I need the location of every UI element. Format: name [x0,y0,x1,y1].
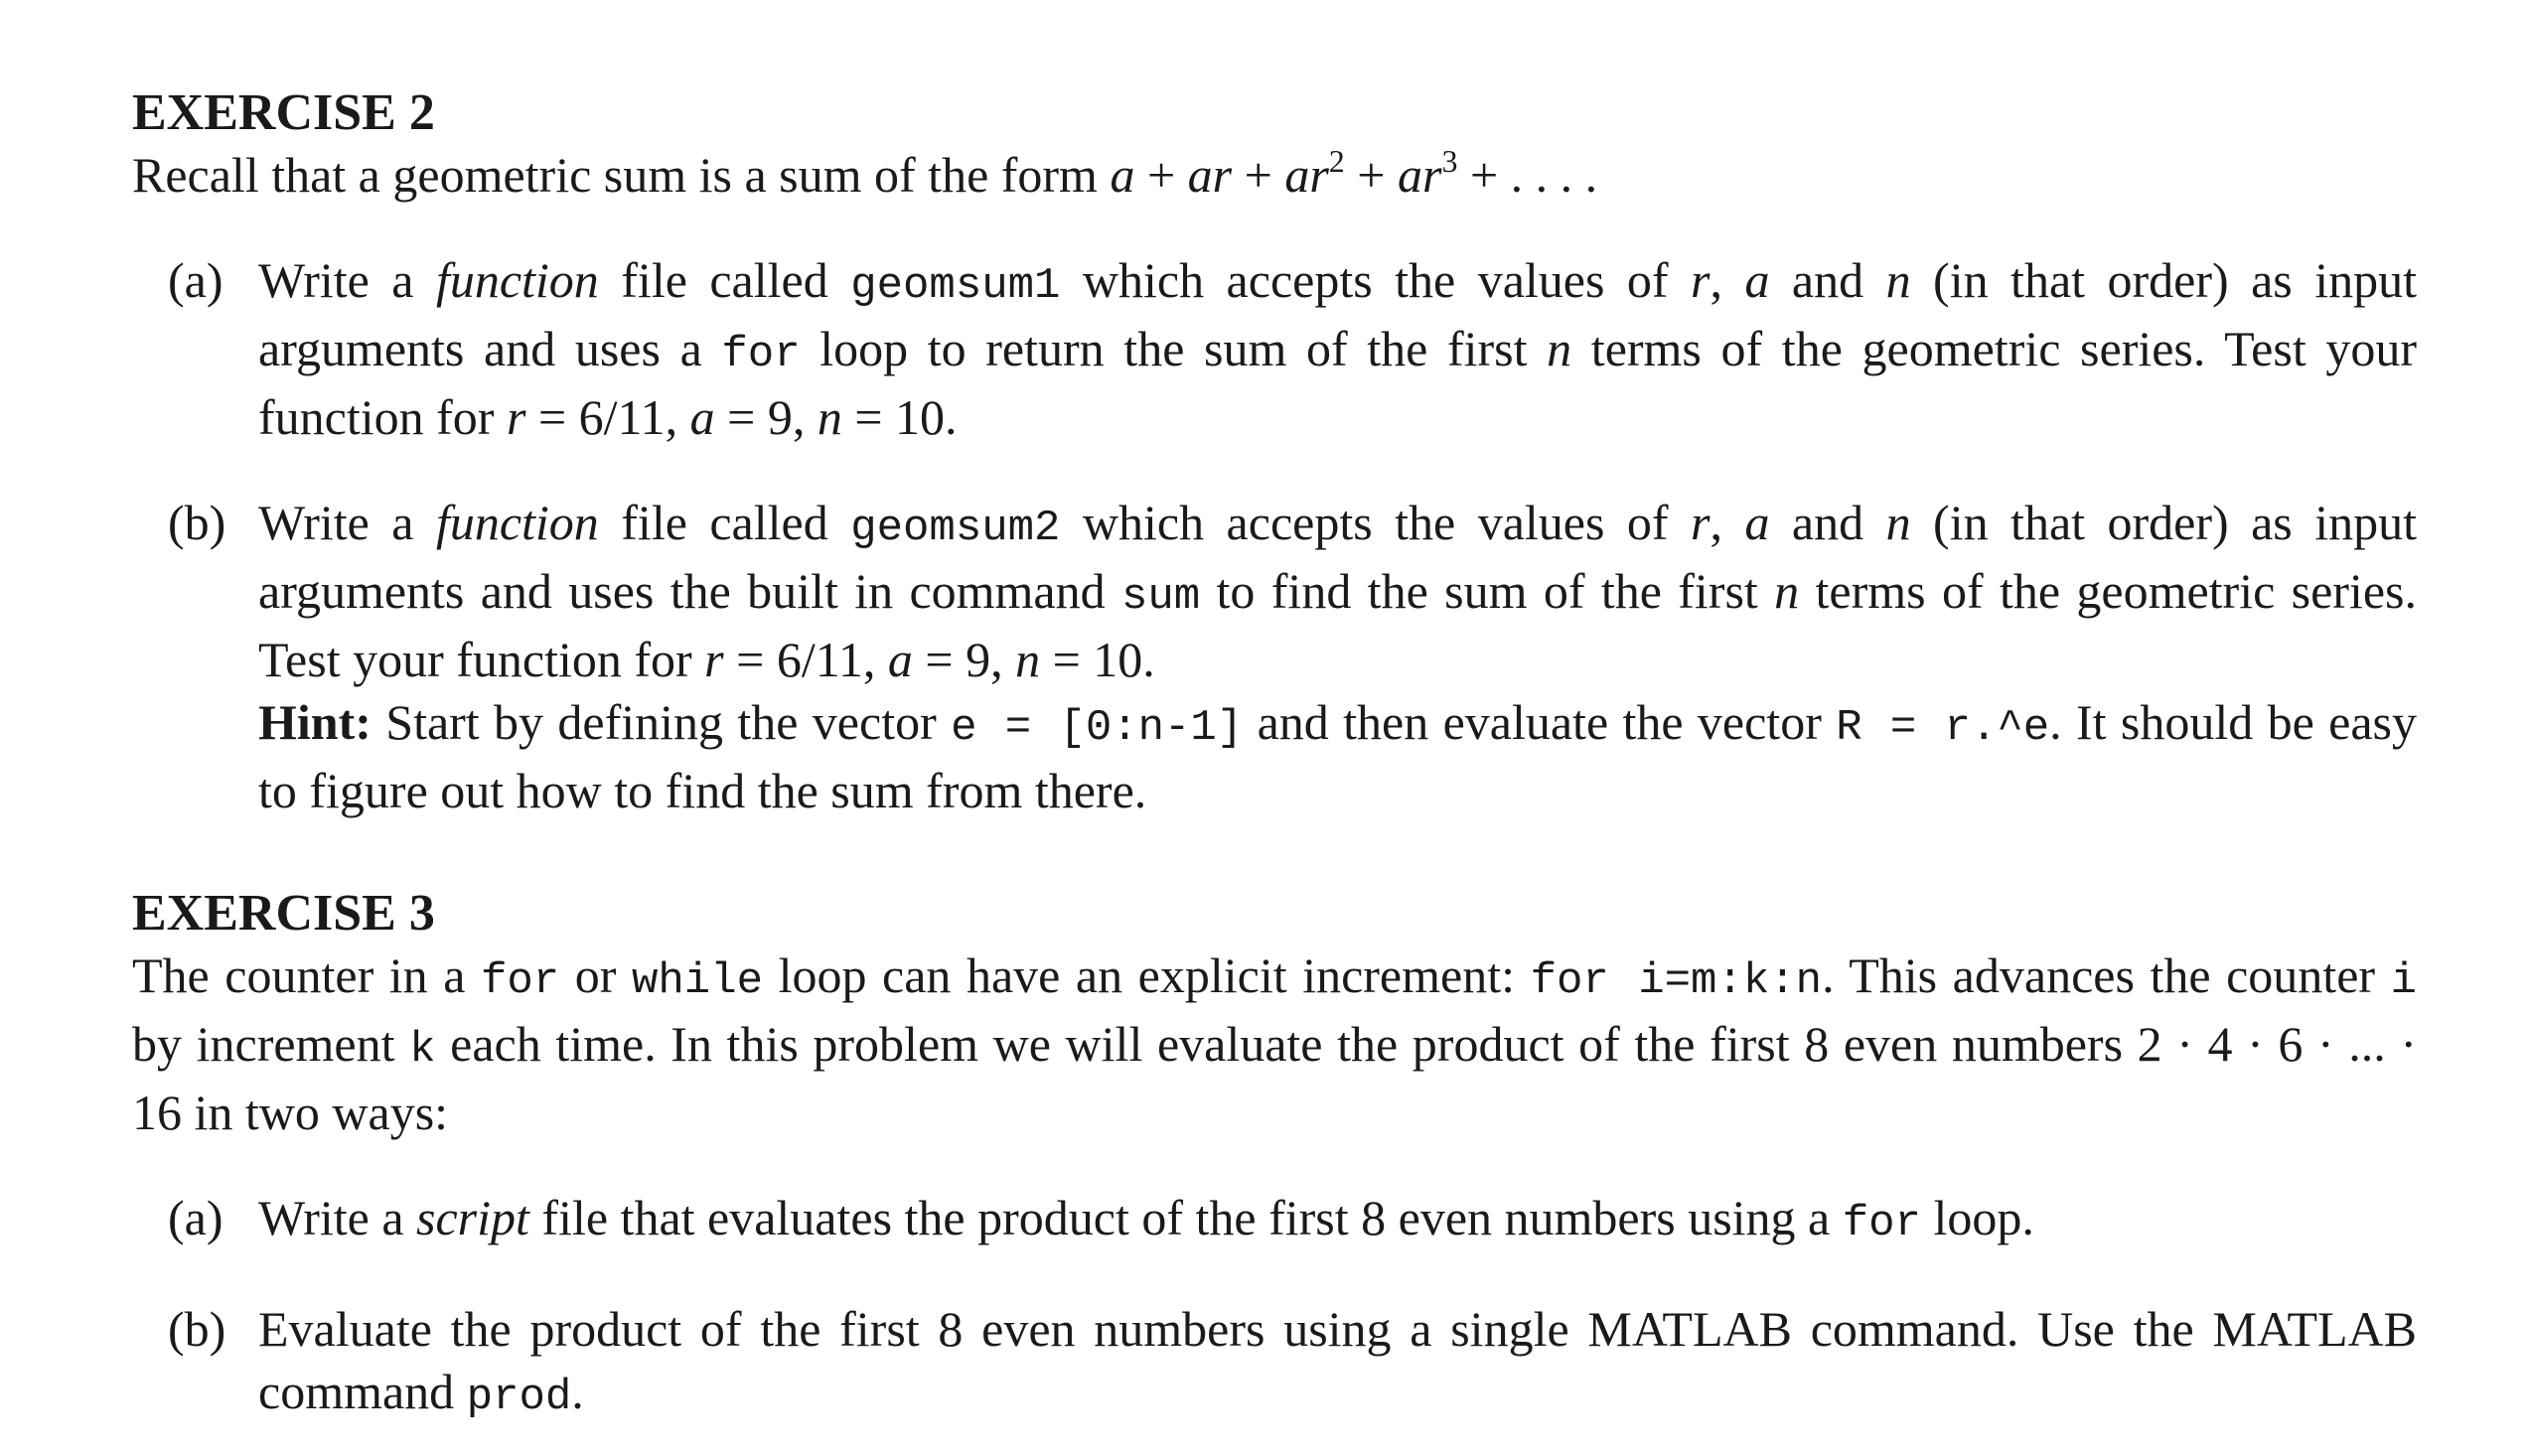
item-label: (a) [168,1190,223,1245]
exercise-3-item-b: (b) Evaluate the product of the first 8 even numbers using a single MATLAB command. Use the MATLAB command prod. [132,1298,2417,1429]
exercise-2-item-b: (b) Write a function file called geomsum2 which accepts the values of r, a and n (in that order) as input arguments and uses the built in command sum to find the sum of the first n terms of the geometric series. Test your function for r = 6/11, a = 9, n = 10. Hint: Start by defining the vector e = [0:n-1] and then evaluate the vector R = r.^e. It should be easy to figure out how to find the sum from there. [132,492,2417,822]
exercise-2-intro: Recall that a geometric sum is a sum of the form a + ar + $ar^2 + ar^3$ + . . . . [132,143,1598,203]
exercise-3-title: EXERCISE 3 [132,885,435,942]
exercise-3-item-a: (a) Write a script file that evaluates the product of the first 8 even numbers using a for loop. [132,1187,2417,1255]
code-geomsum1: geomsum1 [850,261,1061,311]
code-k: k [409,1025,436,1075]
exercise-3-intro: The counter in a for or while loop can have an explicit increment: for i=m:k:n. This advances the counter i by increment k each time. In this problem we will evaluate the product of the first 8 even numbers 2 · 4 · 6 · ... · 16 in two ways: [132,947,2418,1140]
code-for: for [1842,1199,1921,1248]
code-for-increment: for i=m:k:n [1530,956,1823,1006]
code-for: for [481,956,560,1006]
exercise-2-title: EXERCISE 2 [132,84,435,141]
code-while: while [632,956,764,1006]
code-sum: sum [1120,572,1201,622]
hint-label: Hint: [258,694,372,750]
code-i: i [2390,956,2418,1006]
exercise-3-items [132,1187,2417,1429]
item-label: (b) [168,495,226,550]
exercise-2-items [132,249,2417,822]
item-label: (a) [168,252,223,308]
code-for: for [721,330,801,379]
code-vector-R: R = r.^e [1836,703,2050,753]
code-prod: prod [466,1373,572,1422]
code-vector-e: e = [0:n-1] [951,703,1244,753]
item-label: (b) [168,1301,226,1357]
exercise-2-item-a: (a) Write a function file called geomsum1 which accepts the values of r, a and n (in that order) as input arguments and uses a for loop to return the sum of the first n terms of the geometric series. Test your function for r = 6/11, a = 9, n = 10. [132,249,2417,449]
document-page [132,81,2417,1429]
code-geomsum2: geomsum2 [850,504,1061,553]
